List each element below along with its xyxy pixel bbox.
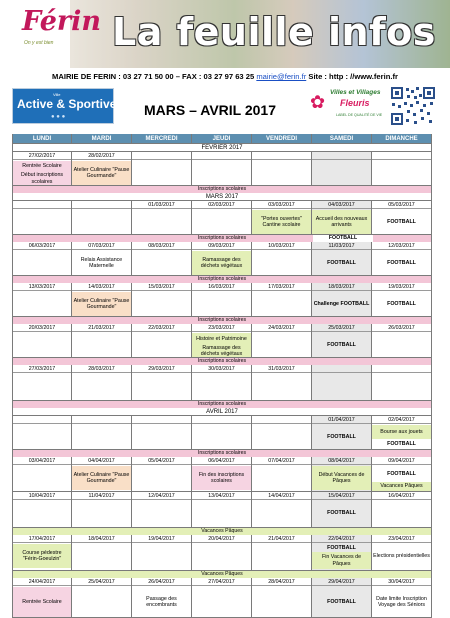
day-cell[interactable] bbox=[12, 578, 72, 617]
day-cell[interactable] bbox=[372, 324, 432, 357]
football-label: FOOTBALL bbox=[313, 235, 373, 242]
day-date: 21/03/2017 bbox=[72, 324, 131, 332]
day-cell[interactable] bbox=[312, 457, 372, 491]
day-cell[interactable] bbox=[252, 283, 312, 316]
day-date: 26/04/2017 bbox=[132, 578, 191, 586]
day-cell[interactable] bbox=[72, 283, 132, 316]
day-cell[interactable] bbox=[72, 152, 132, 185]
day-date: 28/04/2017 bbox=[252, 578, 311, 586]
day-date: 26/03/2017 bbox=[372, 324, 431, 332]
football-event[interactable]: FOOTBALL bbox=[327, 509, 356, 516]
day-cell[interactable] bbox=[312, 492, 372, 527]
day-date: 23/04/2017 bbox=[372, 535, 431, 543]
weekday-header-samedi: SAMEDI bbox=[312, 134, 372, 143]
day-date: 28/03/2017 bbox=[72, 365, 131, 373]
active-badge-title: Active & Sportive bbox=[17, 97, 117, 111]
day-date: 03/04/2017 bbox=[13, 457, 71, 465]
day-cell[interactable] bbox=[372, 283, 432, 316]
day-date: 16/04/2017 bbox=[372, 492, 431, 500]
weekday-header-vendredi: VENDREDI bbox=[252, 134, 312, 143]
day-date: 18/04/2017 bbox=[72, 535, 131, 543]
day-cell[interactable] bbox=[192, 578, 252, 617]
calendar-body bbox=[12, 144, 432, 618]
week-row bbox=[12, 152, 432, 186]
calendar-event[interactable]: Date limite Inscription Voyage des Séniors bbox=[376, 595, 427, 608]
week-row bbox=[12, 201, 432, 235]
banner bbox=[0, 0, 450, 68]
day-date bbox=[372, 152, 431, 160]
day-date: 24/04/2017 bbox=[13, 578, 71, 586]
day-date: 28/02/2017 bbox=[72, 152, 131, 160]
day-cell[interactable] bbox=[72, 242, 132, 275]
day-date bbox=[252, 152, 311, 160]
period-band-label: Inscriptions scolaires bbox=[197, 186, 247, 192]
day-date bbox=[132, 152, 191, 160]
calendar-event[interactable]: Ramassage des déchets végétaux bbox=[192, 345, 251, 357]
period-band bbox=[12, 450, 432, 457]
day-cell[interactable] bbox=[72, 492, 132, 527]
day-cell[interactable] bbox=[372, 365, 432, 400]
calendar-event[interactable]: Relais Assistance Maternelle bbox=[80, 256, 123, 269]
period-band-label: Inscriptions scolaires bbox=[197, 276, 247, 282]
day-date: 12/03/2017 bbox=[372, 242, 431, 250]
day-date: 10/04/2017 bbox=[13, 492, 71, 500]
day-date: 08/03/2017 bbox=[132, 242, 191, 250]
day-cell[interactable] bbox=[252, 324, 312, 357]
active-sportive-badge bbox=[12, 88, 117, 124]
day-cell[interactable] bbox=[12, 457, 72, 491]
day-cell[interactable] bbox=[132, 535, 192, 570]
laurel-icon: ● ● ● bbox=[51, 114, 66, 120]
calendar-event[interactable]: Accueil des nouveaux arrivants bbox=[312, 210, 371, 234]
day-cell[interactable] bbox=[72, 324, 132, 357]
calendar-event[interactable]: Début inscriptions scolaires bbox=[13, 172, 71, 185]
day-date: 29/03/2017 bbox=[132, 365, 191, 373]
email-link[interactable]: mairie@ferin.fr bbox=[256, 72, 307, 81]
period-band bbox=[12, 317, 432, 324]
day-cell[interactable] bbox=[312, 535, 372, 570]
period-band-label: Vacances Pâques bbox=[201, 571, 243, 577]
weekday-header-mercredi: MERCREDI bbox=[132, 134, 192, 143]
day-date: 09/03/2017 bbox=[192, 242, 251, 250]
day-date: 02/03/2017 bbox=[192, 201, 251, 209]
day-cell[interactable] bbox=[132, 457, 192, 491]
calendar-event[interactable]: Course pédestre "Férin-Goeulzin" bbox=[13, 544, 71, 568]
calendar-event[interactable]: "Portes ouvertes" Cantine scolaire bbox=[252, 210, 311, 234]
weekday-header-lundi: LUNDI bbox=[12, 134, 72, 143]
period-band-label: Inscriptions scolaires bbox=[197, 235, 247, 241]
day-cell[interactable] bbox=[252, 578, 312, 617]
week-row bbox=[12, 242, 432, 276]
calendar-event[interactable]: Début Vacances de Pâques bbox=[312, 466, 371, 490]
day-cell[interactable] bbox=[252, 492, 312, 527]
week-row bbox=[12, 535, 432, 571]
week-row bbox=[12, 457, 432, 492]
football-event[interactable]: FOOTBALL bbox=[327, 598, 356, 605]
day-date: 15/04/2017 bbox=[312, 492, 371, 500]
day-cell[interactable] bbox=[252, 416, 312, 449]
day-cell[interactable] bbox=[372, 201, 432, 234]
villes-badge-line2: Fleuris bbox=[340, 98, 370, 108]
site-text[interactable]: Site : http : //www.ferin.fr bbox=[308, 72, 398, 81]
day-date: 22/04/2017 bbox=[312, 535, 371, 543]
calendar-event[interactable]: Passage des encombrants bbox=[146, 595, 177, 608]
calendar-event[interactable]: Rentrée Scolaire bbox=[13, 587, 71, 617]
day-date: 17/04/2017 bbox=[13, 535, 71, 543]
day-cell[interactable] bbox=[312, 242, 372, 275]
day-date: 08/04/2017 bbox=[312, 457, 371, 465]
day-date: 03/03/2017 bbox=[252, 201, 311, 209]
day-date bbox=[252, 416, 311, 424]
calendar-event[interactable]: Vacances Pâques bbox=[372, 482, 431, 491]
villes-badge-line3: LABEL DE QUALITÉ DE VIE bbox=[336, 113, 383, 117]
football-event[interactable]: FOOTBALL bbox=[387, 470, 416, 477]
logo[interactable] bbox=[0, 0, 101, 68]
day-date: 11/03/2017 bbox=[312, 242, 371, 250]
football-event[interactable]: FOOTBALL bbox=[387, 259, 416, 266]
calendar-event[interactable]: Atelier Culinaire "Pause Gourmande" bbox=[72, 292, 131, 316]
week-row bbox=[12, 283, 432, 317]
football-event[interactable]: FOOTBALL bbox=[327, 544, 356, 551]
day-cell[interactable] bbox=[132, 283, 192, 316]
day-date bbox=[72, 201, 131, 209]
football-event[interactable]: FOOTBALL bbox=[387, 300, 416, 307]
day-date: 30/04/2017 bbox=[372, 578, 431, 586]
day-date: 14/04/2017 bbox=[252, 492, 311, 500]
day-cell[interactable] bbox=[312, 324, 372, 357]
day-cell[interactable] bbox=[192, 457, 252, 491]
logo-tagline: On y est bien bbox=[24, 40, 54, 46]
period-band-label: Inscriptions scolaires bbox=[197, 317, 247, 323]
football-event[interactable]: FOOTBALL bbox=[387, 440, 416, 447]
week-row bbox=[12, 324, 432, 358]
day-date: 02/04/2017 bbox=[372, 416, 431, 424]
day-date: 05/04/2017 bbox=[132, 457, 191, 465]
calendar-event[interactable]: Elections présidentielles bbox=[373, 552, 430, 559]
period-band-label: Inscriptions scolaires bbox=[197, 450, 247, 456]
day-date: 04/03/2017 bbox=[312, 201, 371, 209]
day-cell[interactable] bbox=[192, 365, 252, 400]
day-cell[interactable] bbox=[312, 416, 372, 449]
period-band-label: Vacances Pâques bbox=[201, 528, 243, 534]
period-band bbox=[12, 358, 432, 365]
football-event[interactable]: FOOTBALL bbox=[387, 218, 416, 225]
day-cell[interactable] bbox=[312, 201, 372, 234]
day-date: 13/04/2017 bbox=[192, 492, 251, 500]
football-event[interactable]: Challenge FOOTBALL bbox=[313, 300, 370, 307]
calendar-event[interactable]: Histoire et Patrimoine bbox=[192, 333, 251, 345]
day-cell[interactable] bbox=[132, 324, 192, 357]
football-event[interactable]: FOOTBALL bbox=[327, 341, 356, 348]
day-cell[interactable] bbox=[192, 535, 252, 570]
weekday-header-row bbox=[12, 134, 432, 144]
day-cell[interactable] bbox=[312, 283, 372, 316]
page-title: MARS – AVRIL 2017 bbox=[143, 102, 276, 118]
day-cell[interactable] bbox=[252, 242, 312, 275]
day-cell[interactable] bbox=[372, 242, 432, 275]
day-cell[interactable] bbox=[72, 201, 132, 234]
day-date: 27/02/2017 bbox=[13, 152, 71, 160]
active-badge-small: Ville bbox=[53, 92, 61, 97]
football-event[interactable]: FOOTBALL bbox=[327, 259, 356, 266]
week-row bbox=[12, 578, 432, 618]
day-date: 19/03/2017 bbox=[372, 283, 431, 291]
day-date: 27/04/2017 bbox=[192, 578, 251, 586]
period-band bbox=[12, 528, 432, 535]
logo-text: Férin bbox=[22, 6, 101, 37]
month-label: MARS 2017 bbox=[12, 193, 432, 201]
day-cell[interactable] bbox=[372, 457, 432, 491]
day-cell[interactable] bbox=[372, 535, 432, 570]
day-cell[interactable] bbox=[12, 283, 72, 316]
day-date: 23/03/2017 bbox=[192, 324, 251, 332]
day-date: 17/03/2017 bbox=[252, 283, 311, 291]
day-date bbox=[13, 201, 71, 209]
day-date: 22/03/2017 bbox=[132, 324, 191, 332]
day-date: 24/03/2017 bbox=[252, 324, 311, 332]
day-cell[interactable] bbox=[12, 242, 72, 275]
day-date bbox=[312, 365, 371, 373]
week-row bbox=[12, 365, 432, 401]
period-band bbox=[12, 401, 432, 408]
day-cell[interactable] bbox=[372, 416, 432, 449]
day-cell[interactable] bbox=[312, 152, 372, 185]
day-cell[interactable] bbox=[132, 416, 192, 449]
day-cell[interactable] bbox=[132, 152, 192, 185]
calendar-event[interactable]: Fin des inscriptions scolaires bbox=[192, 466, 251, 490]
period-band bbox=[12, 186, 432, 193]
day-date bbox=[13, 416, 71, 424]
day-cell[interactable] bbox=[192, 152, 252, 185]
day-date bbox=[132, 416, 191, 424]
day-cell[interactable] bbox=[132, 365, 192, 400]
period-band bbox=[12, 235, 432, 242]
contact-line bbox=[0, 72, 450, 81]
weekday-header-dimanche: DIMANCHE bbox=[372, 134, 432, 143]
day-cell[interactable] bbox=[132, 242, 192, 275]
week-row bbox=[12, 492, 432, 528]
day-cell[interactable] bbox=[12, 492, 72, 527]
qr-code-icon[interactable] bbox=[390, 86, 436, 126]
day-cell[interactable] bbox=[192, 201, 252, 234]
day-cell[interactable] bbox=[72, 416, 132, 449]
day-date: 25/04/2017 bbox=[72, 578, 131, 586]
weekday-header-mardi: MARDI bbox=[72, 134, 132, 143]
day-date: 31/03/2017 bbox=[252, 365, 311, 373]
day-date: 09/04/2017 bbox=[372, 457, 431, 465]
calendar-table bbox=[12, 134, 432, 608]
month-label: AVRIL 2017 bbox=[12, 408, 432, 416]
calendar-event[interactable]: Atelier Culinaire "Pause Gourmande" bbox=[72, 161, 131, 185]
calendar-event[interactable]: Atelier Culinaire "Pause Gourmande" bbox=[72, 466, 131, 490]
day-cell[interactable] bbox=[372, 492, 432, 527]
day-date: 05/03/2017 bbox=[372, 201, 431, 209]
day-date: 10/03/2017 bbox=[252, 242, 311, 250]
day-date bbox=[72, 416, 131, 424]
day-cell[interactable] bbox=[12, 535, 72, 570]
calendar-event[interactable]: Fin Vacances de Pâques bbox=[312, 552, 371, 569]
weekday-header-jeudi: JEUDI bbox=[192, 134, 252, 143]
day-cell[interactable] bbox=[372, 152, 432, 185]
day-cell[interactable] bbox=[192, 324, 252, 357]
day-cell[interactable] bbox=[72, 365, 132, 400]
day-date: 30/03/2017 bbox=[192, 365, 251, 373]
day-date: 27/03/2017 bbox=[13, 365, 71, 373]
day-date: 06/03/2017 bbox=[13, 242, 71, 250]
day-cell[interactable] bbox=[252, 365, 312, 400]
day-cell[interactable] bbox=[372, 578, 432, 617]
day-date: 04/04/2017 bbox=[72, 457, 131, 465]
day-cell[interactable] bbox=[192, 242, 252, 275]
flower-icon: ✿ bbox=[310, 92, 326, 112]
calendar-event[interactable]: Ramassage des déchets végétaux bbox=[192, 251, 251, 275]
day-cell[interactable] bbox=[132, 492, 192, 527]
day-date: 19/04/2017 bbox=[132, 535, 191, 543]
day-date: 15/03/2017 bbox=[132, 283, 191, 291]
contact-phone-fax: MAIRIE DE FERIN : 03 27 71 50 00 – FAX : 03 27 97 63 25 bbox=[52, 72, 255, 81]
day-cell[interactable] bbox=[132, 201, 192, 234]
day-cell[interactable] bbox=[192, 283, 252, 316]
football-event[interactable]: FOOTBALL bbox=[327, 433, 356, 440]
day-date: 01/04/2017 bbox=[312, 416, 371, 424]
day-date: 20/03/2017 bbox=[13, 324, 71, 332]
day-cell[interactable] bbox=[72, 535, 132, 570]
villes-badge-line1: Villes et Villages bbox=[330, 89, 381, 96]
day-date: 13/03/2017 bbox=[13, 283, 71, 291]
day-date: 20/04/2017 bbox=[192, 535, 251, 543]
day-cell[interactable] bbox=[12, 201, 72, 234]
day-cell[interactable] bbox=[252, 457, 312, 491]
day-date: 01/03/2017 bbox=[132, 201, 191, 209]
day-date: 16/03/2017 bbox=[192, 283, 251, 291]
villes-fleuris-badge bbox=[308, 86, 386, 124]
month-label: FEVRIER 2017 bbox=[12, 144, 432, 152]
day-date: 07/03/2017 bbox=[72, 242, 131, 250]
day-cell[interactable] bbox=[312, 365, 372, 400]
period-band bbox=[12, 571, 432, 578]
calendar-event[interactable]: Rentrée Scolaire bbox=[13, 161, 71, 172]
calendar-event[interactable]: Bourse aux jouets bbox=[372, 425, 431, 439]
period-band-label: Inscriptions scolaires bbox=[197, 358, 247, 364]
day-date bbox=[192, 152, 251, 160]
day-date bbox=[372, 365, 431, 373]
day-date: 07/04/2017 bbox=[252, 457, 311, 465]
day-cell[interactable] bbox=[252, 152, 312, 185]
period-band-label: Inscriptions scolaires bbox=[197, 401, 247, 407]
day-cell[interactable] bbox=[312, 578, 372, 617]
day-cell[interactable] bbox=[192, 416, 252, 449]
day-date: 11/04/2017 bbox=[72, 492, 131, 500]
page-banner-title: La feuille infos bbox=[112, 10, 436, 54]
week-row bbox=[12, 416, 432, 450]
day-cell[interactable] bbox=[12, 416, 72, 449]
day-date: 29/04/2017 bbox=[312, 578, 371, 586]
day-date: 18/03/2017 bbox=[312, 283, 371, 291]
day-cell[interactable] bbox=[72, 578, 132, 617]
day-date bbox=[312, 152, 371, 160]
day-date: 12/04/2017 bbox=[132, 492, 191, 500]
day-cell[interactable] bbox=[252, 535, 312, 570]
period-band bbox=[12, 276, 432, 283]
day-date: 21/04/2017 bbox=[252, 535, 311, 543]
day-cell[interactable] bbox=[12, 365, 72, 400]
day-cell[interactable] bbox=[132, 578, 192, 617]
day-cell[interactable] bbox=[12, 324, 72, 357]
day-cell[interactable] bbox=[252, 201, 312, 234]
day-cell[interactable] bbox=[12, 152, 72, 185]
day-cell[interactable] bbox=[72, 457, 132, 491]
day-cell[interactable] bbox=[192, 492, 252, 527]
day-date: 06/04/2017 bbox=[192, 457, 251, 465]
day-date: 14/03/2017 bbox=[72, 283, 131, 291]
day-date: 25/03/2017 bbox=[312, 324, 371, 332]
day-date bbox=[192, 416, 251, 424]
